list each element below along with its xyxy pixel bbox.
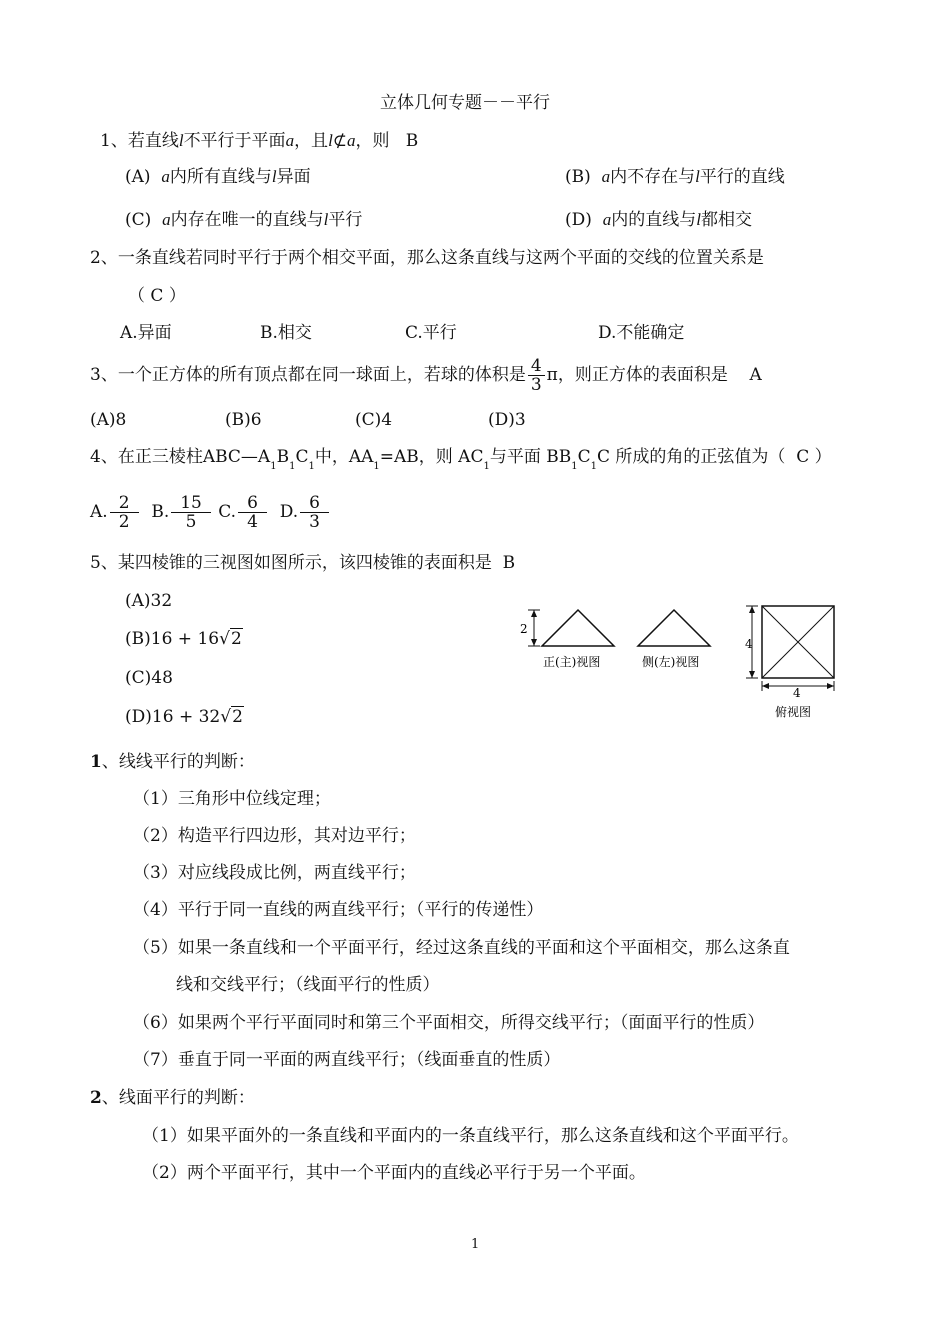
section1-number: 1 <box>90 752 102 772</box>
q4-p9: ） <box>814 447 832 467</box>
q4-p8: C 所成的角的正弦值为（ <box>597 447 786 467</box>
top-view-label: 俯视图 <box>775 705 812 719</box>
q4-option-b-den: 5 <box>185 512 197 532</box>
q3-option-d: (D)3 <box>488 410 526 430</box>
q2-option-b: B.相交 <box>260 323 312 343</box>
q5-option-d: (D)16 + 32√2 <box>125 707 243 727</box>
q2-option-d: D.不能确定 <box>598 323 685 343</box>
q3-stem-suffix: ，则正方体的表面积是 <box>557 365 728 385</box>
q5-option-b: (B)16 + 16√2 <box>125 629 242 649</box>
q1-option-d-l: l <box>696 210 701 229</box>
q3-option-a: (A)8 <box>90 410 127 430</box>
q4-option-b-num: 15 <box>171 494 211 513</box>
q4-s5: 1 <box>483 461 490 472</box>
q1-option-a-pre: 内所有直线与 <box>169 167 272 187</box>
q1-option-c-alpha: a <box>162 210 171 229</box>
q4-p2: B <box>276 447 290 467</box>
section1-title: 、线线平行的判断： <box>101 752 255 772</box>
q4-option-a-label: A. <box>90 502 108 522</box>
section1-item: （4）平行于同一直线的两直线平行；（平行的传递性） <box>133 900 544 920</box>
section2-item: （1）如果平面外的一条直线和平面内的一条直线平行，那么这条直线和这个平面平行。 <box>142 1126 799 1146</box>
q4-s4: 1 <box>373 461 380 472</box>
section1-item: （2）构造平行四边形，其对边平行； <box>133 826 416 846</box>
q1-option-a <box>125 166 311 188</box>
front-view <box>520 610 614 669</box>
top-bottom-dim: 4 <box>793 686 801 700</box>
q1-option-d-post: 都相交 <box>700 210 752 230</box>
q1-stem-mid2: ，且 <box>294 131 329 151</box>
q4-option-d-num: 6 <box>300 494 329 513</box>
q3-pi: π <box>546 365 558 385</box>
q1-l: l <box>178 131 184 150</box>
q5-option-d-expr: 16 + 32 <box>151 707 221 727</box>
q4-p4: 中，AA <box>314 447 374 467</box>
section1-item: （1）三角形中位线定理； <box>133 789 331 809</box>
top-side-dim: 4 <box>745 637 753 651</box>
q3-stem-prefix: 3、一个正方体的所有顶点都在同一球面上，若球的体积是 <box>90 365 526 385</box>
q1-alpha: a <box>285 131 295 150</box>
q4-s3: 1 <box>308 461 315 472</box>
q1-stem <box>100 130 418 152</box>
q1-l-2: l <box>328 131 333 150</box>
q4-option-d-den: 3 <box>309 512 320 532</box>
q4-option-a-frac <box>110 494 139 531</box>
q4-option-d-label: D. <box>279 502 299 522</box>
q4-option-b-label: B. <box>151 502 170 522</box>
three-view-figure <box>510 598 850 726</box>
q1-option-c-post: 平行 <box>328 210 363 230</box>
q4-option-c-label: C. <box>218 502 237 522</box>
q4-s2: 1 <box>289 461 296 472</box>
q3-fraction <box>528 357 545 394</box>
q1-alpha-2: a <box>347 131 356 150</box>
section1-item-continued: 线和交线平行；（线面平行的性质） <box>176 975 440 995</box>
q1-option-a-alpha: a <box>161 167 170 186</box>
q2-option-c: C.平行 <box>405 323 457 343</box>
q4-option-a-den: 2 <box>118 512 130 532</box>
q1-option-c-l: l <box>323 210 329 229</box>
section1-item: （6）如果两个平行平面同时和第三个平面相交，所得交线平行；（面面平行的性质） <box>133 1013 765 1033</box>
section2-heading <box>90 1087 255 1109</box>
q5-option-c: (C)48 <box>125 668 173 688</box>
q4-option-b-frac <box>171 494 211 531</box>
q4-option-c-num: 6 <box>238 494 267 513</box>
q1-stem-mid1: 不平行于平面 <box>183 131 286 151</box>
section2-title: 、线面平行的判断： <box>101 1088 255 1108</box>
q1-notsub: ⊄ <box>332 131 348 151</box>
q1-option-b-l: l <box>695 167 700 186</box>
q4-option-a-num: 2 <box>110 494 139 513</box>
q1-option-d-alpha: a <box>602 210 612 229</box>
side-view-label: 侧(左)视图 <box>642 655 700 669</box>
q4-s7: 1 <box>590 461 597 472</box>
q5-option-b-root: 2 <box>230 629 242 649</box>
q1-option-a-post: 异面 <box>276 167 311 187</box>
q1-option-b-alpha: a <box>601 167 611 186</box>
q3-frac-den: 3 <box>530 375 542 395</box>
section1-item: （7）垂直于同一平面的两直线平行；（线面垂直的性质） <box>133 1050 561 1070</box>
q4-p5: =AB，则 AC <box>379 447 484 467</box>
q1-option-b <box>565 166 785 188</box>
q2-answer: （ C ） <box>128 286 186 306</box>
q4-answer: C <box>796 447 810 467</box>
q4-options <box>90 490 331 534</box>
q5-stem <box>90 552 515 574</box>
q5-answer: B <box>502 553 516 573</box>
q1-option-c <box>125 209 362 231</box>
q2-stem: 2、一条直线若同时平行于两个相交平面，那么这条直线与这两个平面的交线的位置关系是 <box>90 248 764 268</box>
q3-answer: A <box>749 365 762 385</box>
section1-heading <box>90 751 255 773</box>
q1-option-b-label: (B) <box>565 167 591 187</box>
q1-answer: B <box>405 131 419 151</box>
q5-option-d-root: 2 <box>232 707 243 727</box>
q5-option-b-expr: 16 + 16 <box>150 629 220 649</box>
q3-stem <box>90 355 762 395</box>
q4-option-d-frac <box>300 494 329 531</box>
front-height-dim: 2 <box>520 622 528 636</box>
q4-option-c-frac <box>238 494 267 531</box>
front-view-label: 正(主)视图 <box>543 655 601 669</box>
q4-s1: 1 <box>270 461 277 472</box>
q1-option-d-pre: 内的直线与 <box>611 210 697 230</box>
q4-p7: C <box>577 447 591 467</box>
q4-p3: C <box>295 447 309 467</box>
q4-p1: 4、在正三棱柱ABC—A <box>90 447 271 467</box>
q1-stem-prefix: 1、若直线 <box>100 131 179 151</box>
q4-p6: 与平面 BB <box>489 447 572 467</box>
section2-number: 2 <box>90 1088 102 1108</box>
q5-stem-text: 5、某四棱锥的三视图如图所示，该四棱锥的表面积是 <box>90 553 492 573</box>
q5-option-b-label: (B) <box>125 629 151 649</box>
q2-option-a: A.异面 <box>120 323 172 343</box>
q3-frac-num: 4 <box>528 357 545 376</box>
q3-option-c: (C)4 <box>355 410 393 430</box>
page-title: 立体几何专题－－平行 <box>380 93 550 113</box>
q1-option-d <box>565 209 752 231</box>
q1-option-c-pre: 内存在唯一的直线与 <box>170 210 324 230</box>
top-view <box>745 606 834 719</box>
q4-stem <box>90 446 832 471</box>
q1-option-a-l: l <box>271 167 277 186</box>
section1-item: （5）如果一条直线和一个平面平行，经过这条直线的平面和这个平面相交，那么这条直 <box>133 938 790 958</box>
q1-option-b-pre: 内不存在与 <box>610 167 696 187</box>
q5-option-d-label: (D) <box>125 707 152 727</box>
side-view <box>638 610 710 669</box>
q4-option-c-den: 4 <box>247 512 258 532</box>
q1-option-d-label: (D) <box>565 210 592 230</box>
section2-item: （2）两个平面平行，其中一个平面内的直线必平行于另一个平面。 <box>142 1163 646 1183</box>
q1-stem-suffix: ，则 <box>355 131 390 151</box>
q1-option-b-post: 平行的直线 <box>699 167 785 187</box>
q3-option-b: (B)6 <box>225 410 262 430</box>
q1-option-c-label: (C) <box>125 210 152 230</box>
q5-option-a: (A)32 <box>125 591 173 611</box>
section1-item: （3）对应线段成比例，两直线平行； <box>133 863 416 883</box>
q4-s6: 1 <box>571 461 578 472</box>
page-number: 1 <box>471 1237 480 1252</box>
q1-option-a-label: (A) <box>125 167 151 187</box>
